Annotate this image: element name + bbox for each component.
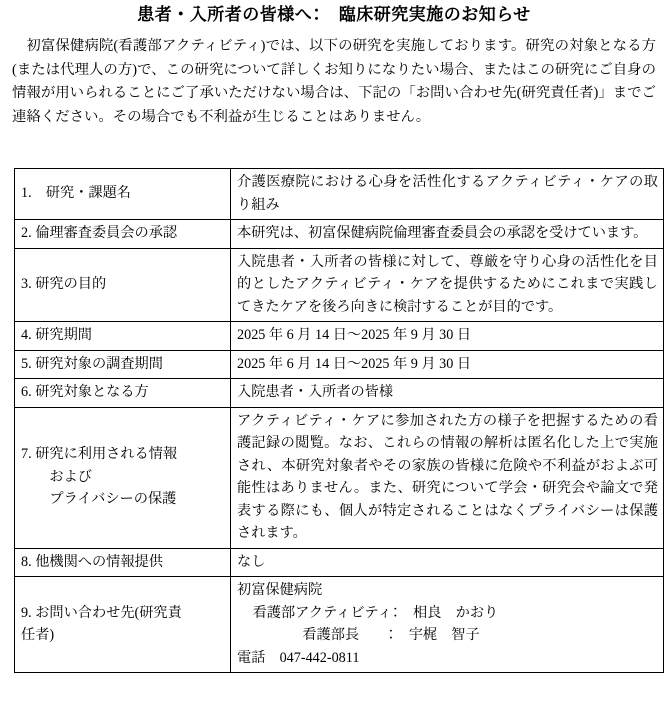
research-info-table — [14, 168, 664, 673]
row-value-study-period — [231, 322, 664, 351]
label-text: 6. 研究対象となる方 — [21, 384, 149, 400]
row-label-survey-period — [15, 350, 231, 379]
row-label-ethics-approval — [15, 220, 231, 249]
label-text: 1. 研究・課題名 — [21, 185, 131, 202]
label-text: 2. 倫理審査委員会の承認 — [21, 225, 178, 241]
row-label-contact — [15, 577, 231, 673]
label-text-line-2: および — [21, 468, 92, 485]
label-text-line-1: 7. 研究に利用される情報 — [21, 446, 178, 463]
row-value-study-subjects — [231, 379, 664, 408]
page-title: 患者・入所者の皆様へ： 臨床研究実施のお知らせ — [137, 5, 531, 24]
row-value-ethics-approval — [231, 220, 664, 249]
label-text: 4. 研究期間 — [21, 327, 92, 343]
row-label-external-sharing — [15, 548, 231, 577]
contact-nursing-director: 看護部長 ： 宇梶 智子 — [302, 627, 480, 643]
row-value-information-used — [231, 407, 664, 548]
contact-activity-staff: 看護部アクティビティ： 相良 かおり — [252, 604, 499, 621]
row-value-study-title — [231, 169, 664, 220]
row-label-information-used — [15, 407, 231, 548]
table-row — [15, 577, 664, 673]
table-row — [15, 548, 664, 577]
value-text: 本研究は、初富保健病院倫理審査委員会の承認を受けています。 — [237, 225, 648, 241]
row-label-study-period — [15, 322, 231, 351]
table-row — [15, 322, 664, 351]
label-text-line-1: 9. お問い合わせ先(研究責 — [21, 604, 182, 621]
label-text: 3. 研究の目的 — [21, 276, 107, 292]
table-row — [15, 379, 664, 408]
table-row — [15, 169, 664, 220]
table-row — [15, 350, 664, 379]
table-row — [15, 407, 664, 548]
value-text: アクティビティ・ケアに参加された方の様子を把握するための看護記録の閲覧。なお、これらの情報の解析は匿名化した上で実施され、本研究対象者やその家族の皆様に危険や不利益がおよぶ可能性はありません。また、研究について学会・研究会や論文で発表する際にも、個人が特定されることはなくプライバシーは保護されます。 — [237, 412, 658, 541]
contact-hospital-name: 初富保健病院 — [237, 582, 323, 598]
value-text: 介護医療院における心身を活性化するアクティビティ・ケアの取り組み — [237, 174, 658, 213]
value-text: 入院患者・入所者の皆様に対して、尊厳を守り心身の活性化を目的としたアクティビティ・ケアを提供するためにこれまで実践してきたケアを後ろ向きに検討することが目的です。 — [237, 253, 658, 315]
value-text: 2025 年 6 月 14 日〜2025 年 9 月 30 日 — [237, 327, 472, 343]
label-text-line-3: プライバシーの保護 — [21, 491, 177, 508]
row-value-survey-period — [231, 350, 664, 379]
row-label-study-title — [15, 169, 231, 220]
row-value-contact — [231, 577, 664, 673]
contact-phone: 電話 047-442-0811 — [237, 649, 360, 666]
row-label-study-subjects — [15, 379, 231, 408]
row-value-external-sharing — [231, 548, 664, 577]
label-text-line-2: 任者) — [21, 627, 55, 643]
value-text: なし — [237, 553, 266, 570]
table-row — [15, 220, 664, 249]
label-text: 8. 他機関への情報提供 — [21, 553, 163, 570]
row-value-study-purpose — [231, 248, 664, 322]
row-label-study-purpose — [15, 248, 231, 322]
label-text: 5. 研究対象の調査期間 — [21, 355, 163, 372]
intro-paragraph: 初富保健病院(看護部アクティビティ)では、以下の研究を実施しております。研究の対象となる方(または代理人の方)で、この研究について詳しくお知りになりたい場合、またはこの研究にご自身の情報が用いられることにご了承いただけない場合は、下記の「お問い合わせ先(研究責任者)」までご連絡ください。その場合でも不利益が生じることはありません。 — [12, 38, 656, 125]
research-info-table-wrapper — [14, 168, 658, 673]
value-text: 2025 年 6 月 14 日〜2025 年 9 月 30 日 — [237, 355, 472, 372]
table-row — [15, 248, 664, 322]
value-text: 入院患者・入所者の皆様 — [237, 384, 394, 400]
